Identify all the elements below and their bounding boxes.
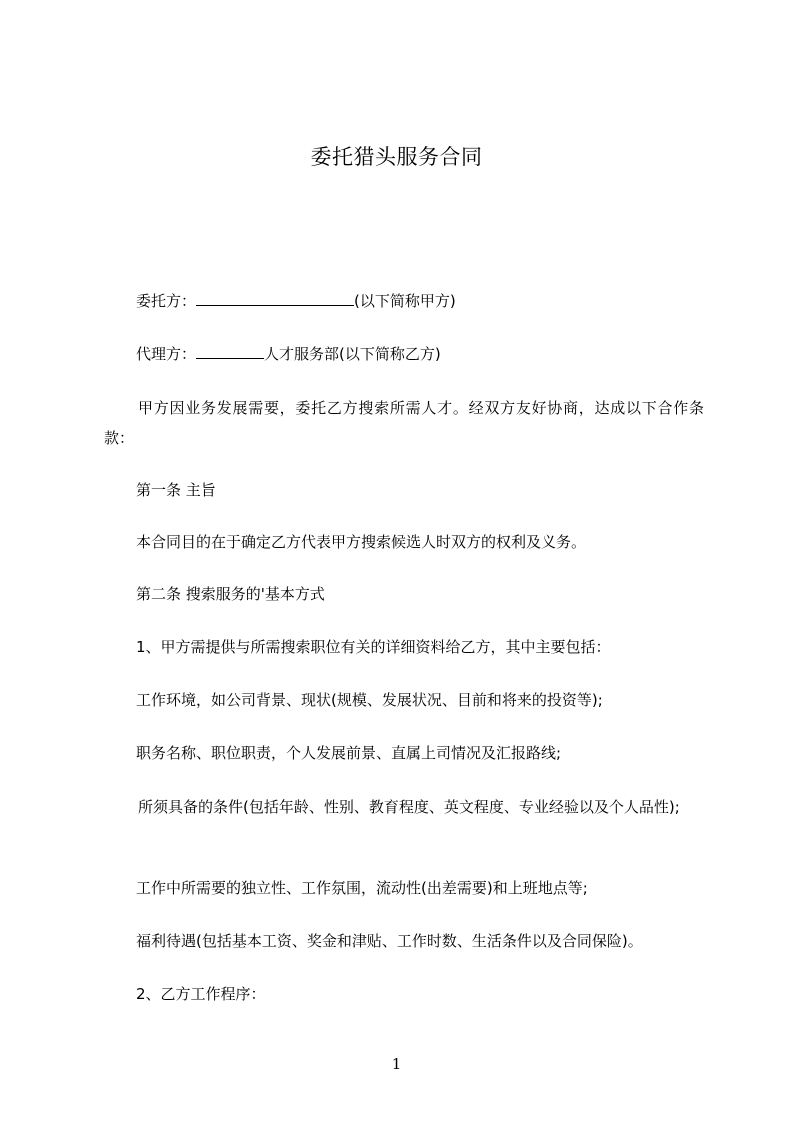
party-b-name: 人才服务部 (264, 345, 340, 363)
item-1: 1、甲方需提供与所需搜索职位有关的详细资料给乙方，其中主要包括： (136, 638, 611, 656)
party-b-line (136, 344, 441, 364)
sub-item-5: 福利待遇(包括基本工资、奖金和津贴、工作时数、生活条件以及合同保险)。 (136, 932, 643, 950)
party-b-suffix: (以下简称乙方) (339, 345, 441, 363)
page-number: 1 (391, 1055, 402, 1073)
article-2-heading: 第二条 搜索服务的'基本方式 (136, 585, 325, 603)
party-b-blank (196, 344, 264, 359)
item-2: 2、乙方工作程序： (136, 985, 266, 1003)
article-1-heading: 第一条 主旨 (136, 481, 216, 499)
party-b-label: 代理方： (136, 345, 197, 363)
party-a-label: 委托方： (136, 292, 197, 310)
intro-paragraph: 甲方因业务发展需要，委托乙方搜索所需人才。经双方友好协商，达成以下合作条款： (104, 399, 704, 447)
document-title: 委托猎头服务合同 (310, 145, 483, 169)
sub-item-2: 职务名称、职位职责，个人发展前景、直属上司情况及汇报路线; (136, 744, 562, 762)
sub-item-4: 工作中所需要的独立性、工作氛围，流动性(出差需要)和上班地点等; (136, 879, 588, 897)
sub-item-3: 所须具备的条件(包括年龄、性别、教育程度、英文程度、专业经验以及个人品性); (138, 798, 680, 816)
article-1-text: 本合同目的在于确定乙方代表甲方搜索候选人时双方的权利及义务。 (136, 533, 587, 551)
party-a-line (136, 291, 456, 311)
sub-item-1: 工作环境，如公司背景、现状(规模、发展状况、目前和将来的投资等); (136, 691, 603, 709)
party-a-suffix: (以下简称甲方) (354, 292, 456, 310)
party-a-blank (196, 291, 354, 306)
